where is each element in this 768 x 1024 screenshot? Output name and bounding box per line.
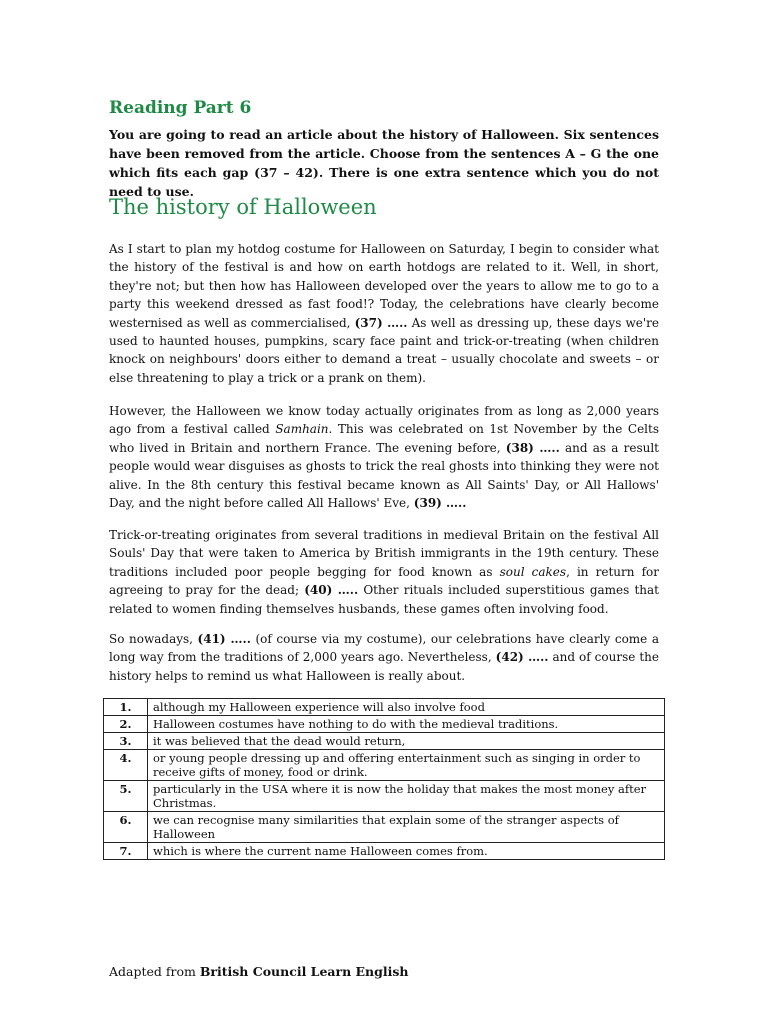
article-paragraph-3 (109, 526, 659, 618)
table-row (104, 812, 665, 843)
paragraph-text: . This was celebrated on 1st November by the Celts who lived in Britain and northern France. The evening before, (109, 422, 659, 455)
article-paragraph-1 (109, 240, 659, 387)
paragraph-text: and of course the history helps to remind us what Halloween is really about. (109, 650, 660, 683)
article-paragraph-4 (109, 630, 659, 685)
gap-39: (39) ….. (413, 496, 467, 511)
source-credit (109, 964, 409, 979)
article-title: The history of Halloween (109, 195, 377, 219)
gap-40: (40) ….. (304, 583, 359, 598)
instructions: You are going to read an article about the history of Halloween. Six sentences have been removed from the article. Choose from the sentences A – G the one which fits each gap (37 – 42). There is one extra sentence which you do not need to use. (109, 127, 659, 199)
table-row (104, 843, 665, 860)
paragraph-text: Trick-or-treating originates from several traditions in medieval Britain on the festival All Souls' Day that were taken to America by British immigrants in the 19th century. These traditions included poor people begging for food known as (109, 528, 659, 579)
paragraph-text: However, the Halloween we know today actually originates from as long as 2,000 years ago from a festival called (109, 404, 659, 437)
option-text: particularly in the USA where it is now the holiday that makes the most money after Christmas. (148, 781, 665, 812)
option-text: Halloween costumes have nothing to do with the medieval traditions. (148, 716, 665, 733)
gap-38: (38) ….. (505, 440, 560, 455)
table-row (104, 733, 665, 750)
paragraph-text: (of course via my costume), our celebrations have clearly come a long way from the traditions of 2,000 years ago. Nevertheless, (109, 632, 659, 665)
option-number: 4. (104, 750, 148, 781)
option-number: 5. (104, 781, 148, 812)
options-table (103, 698, 665, 860)
samhain-term: Samhain (275, 422, 329, 437)
option-text: although my Halloween experience will also involve food (148, 699, 665, 716)
section-heading: Reading Part 6 (109, 98, 252, 118)
option-number: 6. (104, 812, 148, 843)
article-paragraph-2 (109, 402, 659, 512)
gap-42: (42) ….. (495, 650, 549, 665)
option-text: which is where the current name Halloween comes from. (148, 843, 665, 860)
table-row (104, 750, 665, 781)
source-prefix: Adapted from (109, 964, 200, 979)
soul-cakes-term: soul cakes (499, 564, 567, 579)
gap-41: (41) ….. (197, 632, 251, 646)
paragraph-text: So nowadays, (109, 632, 198, 646)
option-text: we can recognise many similarities that explain some of the stranger aspects of Halloween (148, 812, 665, 843)
source-name: British Council Learn English (199, 964, 409, 979)
table-row (104, 699, 665, 716)
option-number: 1. (104, 699, 148, 716)
paragraph-text: , in return for agreeing to pray for the dead; (109, 564, 659, 598)
option-text: or young people dressing up and offering entertainment such as singing in order to receive gifts of money, food or drink. (148, 750, 665, 781)
paragraph-text: and as a result people would wear disguises as ghosts to trick the real ghosts into thinking they were not alive. In the 8th century this festival became known as All Saints' Day, or All Hallows' Day, and the night before called All Hallows' Eve, (109, 440, 659, 511)
option-number: 2. (104, 716, 148, 733)
option-number: 7. (104, 843, 148, 860)
table-row (104, 781, 665, 812)
table-row (104, 716, 665, 733)
paragraph-text: As well as dressing up, these days we're used to haunted houses, pumpkins, scary face paint and trick-or-treating (when children knock on neighbours' doors either to demand a treat – usually chocolate and sweets – or else threatening to play a trick or a prank on them). (109, 315, 659, 385)
option-text: it was believed that the dead would return, (148, 733, 665, 750)
paragraph-text: As I start to plan my hotdog costume for Halloween on Saturday, I begin to consider what the history of the festival is and how on earth hotdogs are related to it. Well, in short, they're not; but then how has Halloween developed over the years to allow me to go to a party this weekend dressed as fast food!? Today, the celebrations have clearly become westernised as well as commercialised, (109, 242, 659, 330)
paragraph-text: Other rituals included superstitious games that related to women finding themselves husbands, these games often involving food. (109, 583, 659, 616)
option-number: 3. (104, 733, 148, 750)
gap-37: (37) ….. (354, 315, 408, 330)
